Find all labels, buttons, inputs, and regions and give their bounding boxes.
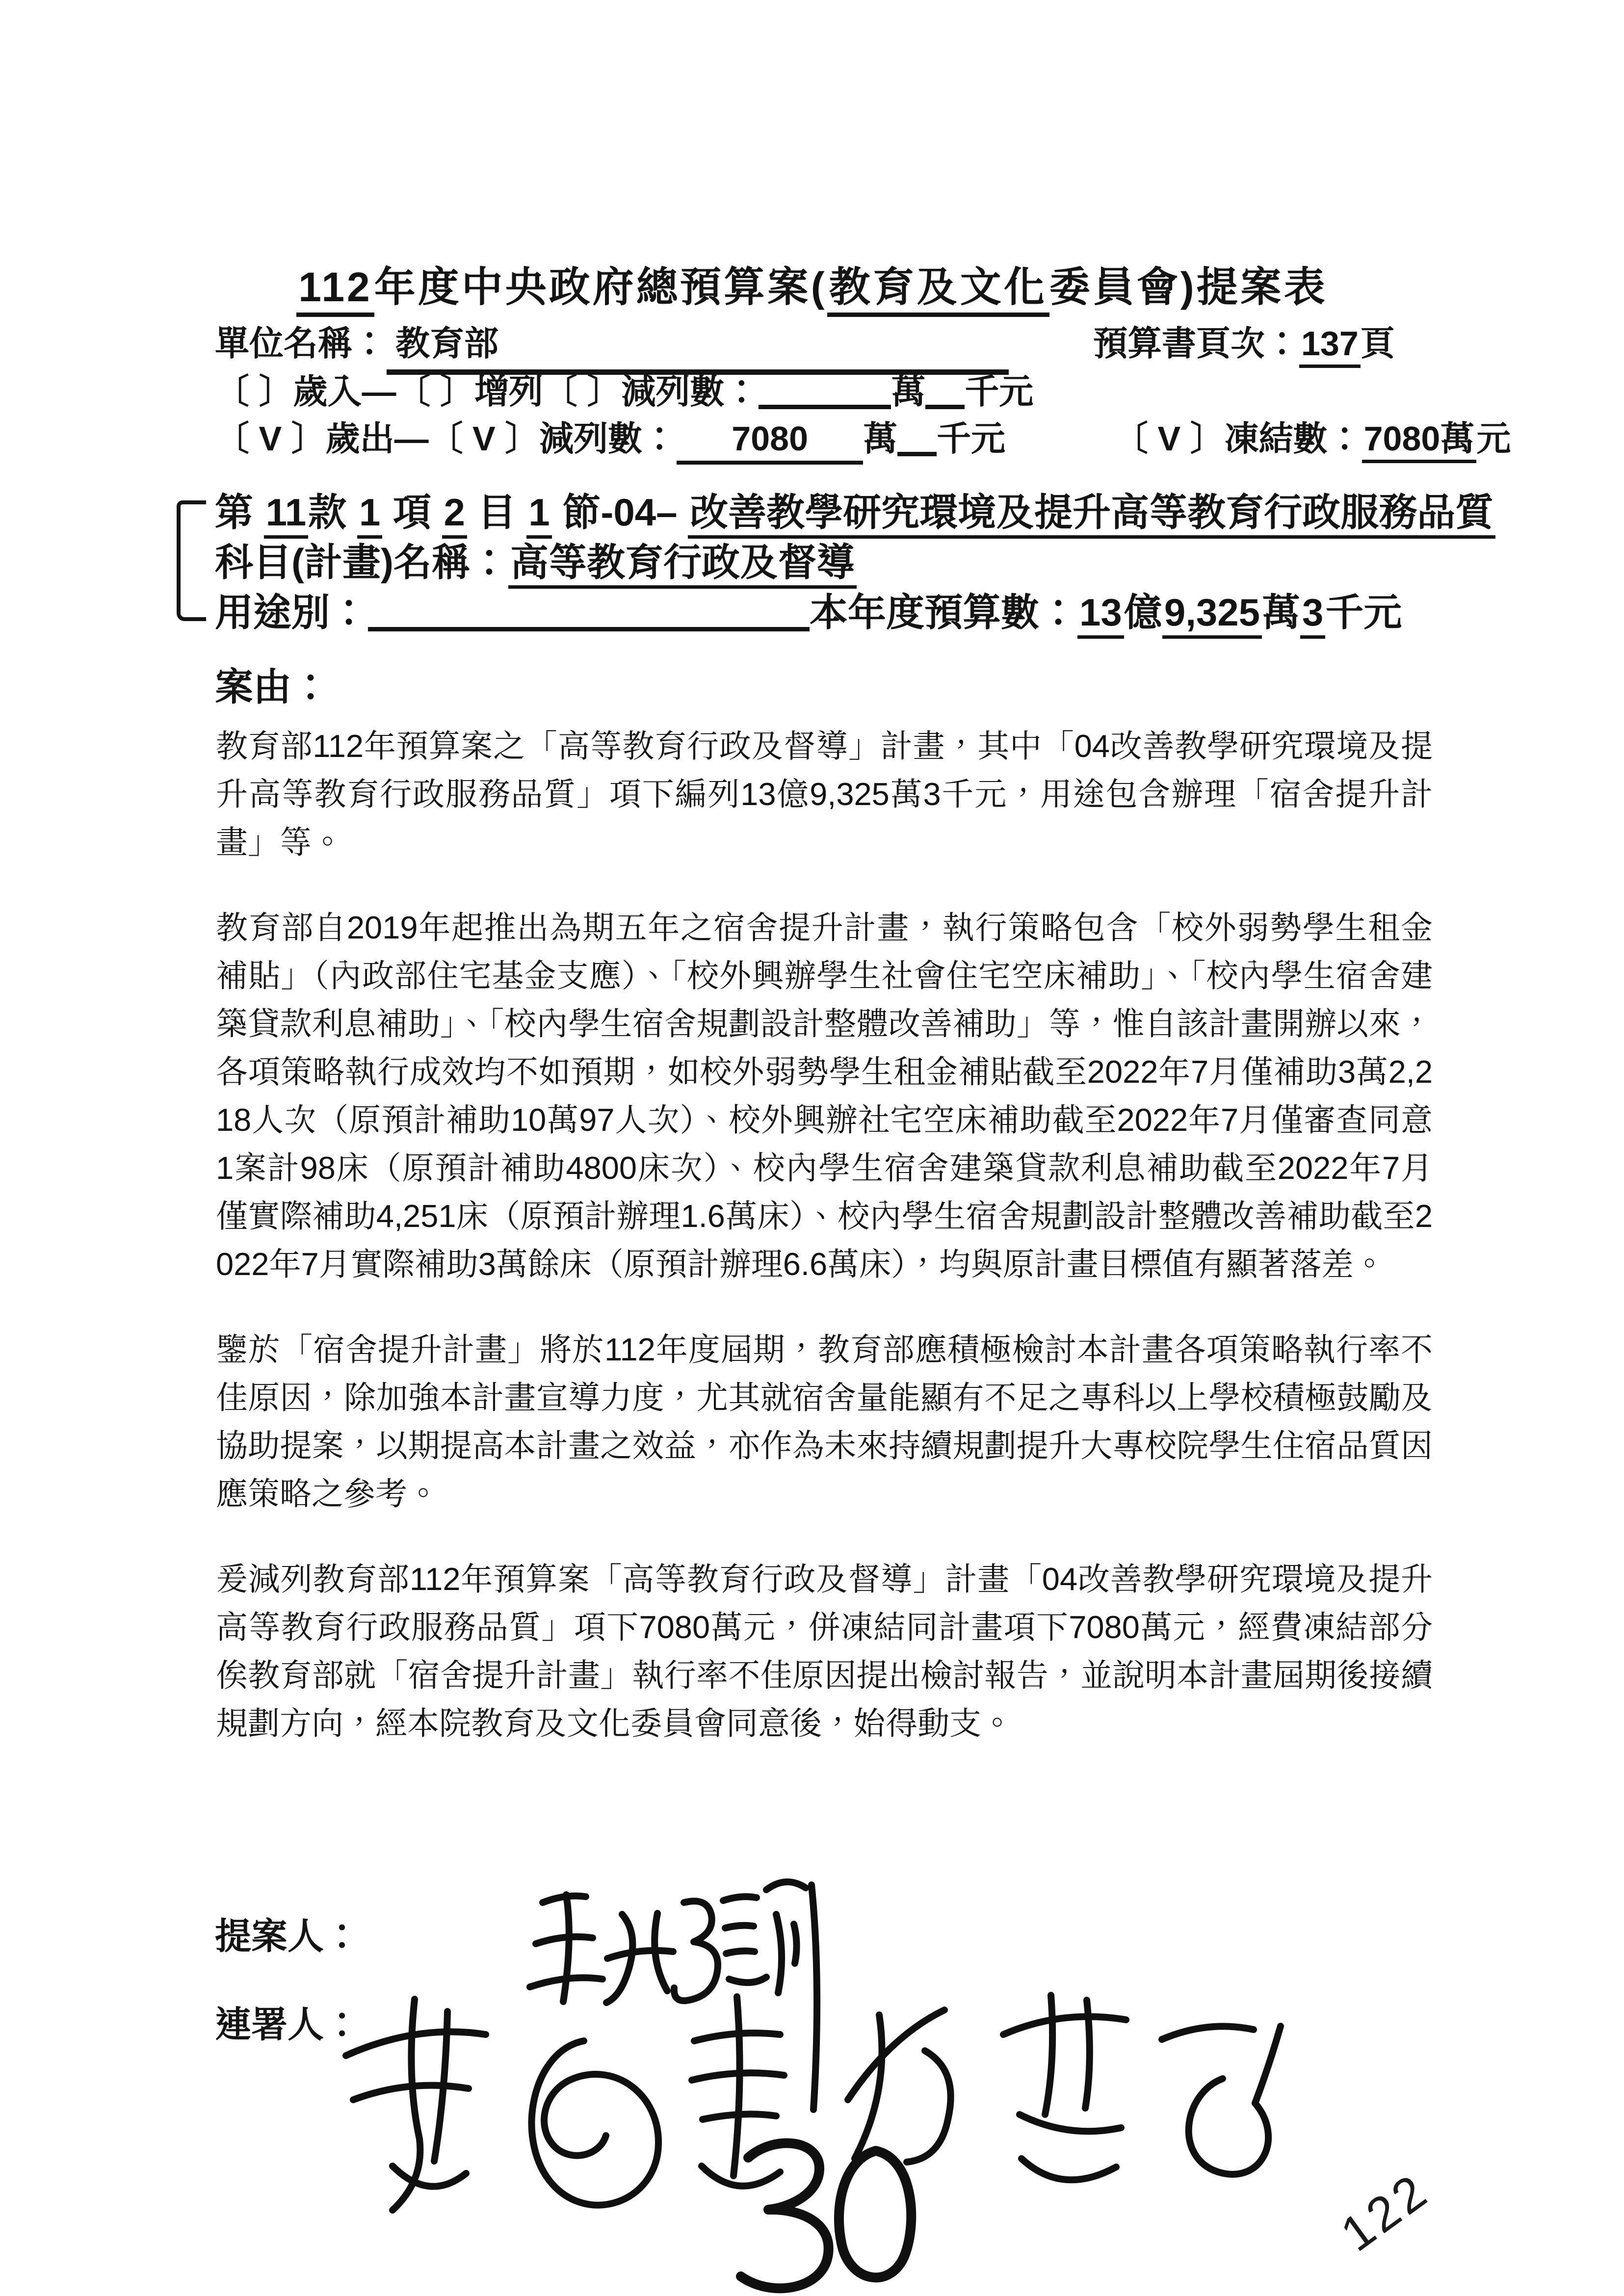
subject-jie-number: 1 bbox=[526, 493, 551, 539]
case-heading: 案由： bbox=[215, 665, 330, 708]
handwritten-number-30 bbox=[702, 2119, 927, 2296]
cosigner-label: 連署人： bbox=[215, 2004, 360, 2045]
subject-mu-number: 2 bbox=[442, 493, 467, 539]
budget-page-label: 預算書頁次： bbox=[1093, 324, 1299, 363]
title-year-number: 112 bbox=[296, 265, 374, 317]
title-mid-text: 年度中央政府總預算案( bbox=[374, 264, 827, 311]
subject-xiang-number: 1 bbox=[357, 493, 382, 539]
revenue-amount-blank bbox=[759, 376, 891, 410]
freeze-suffix: 元 bbox=[1476, 419, 1511, 458]
freeze-group bbox=[1114, 411, 1511, 463]
unit-name-label: 單位名稱： bbox=[215, 324, 387, 363]
category-label: 科目(計畫)名稱： bbox=[215, 540, 508, 584]
subject-seg-3: 項 bbox=[382, 491, 442, 534]
handwritten-page-number: 122 bbox=[1331, 2162, 1440, 2262]
budget-page-number: 137 bbox=[1299, 326, 1361, 368]
paragraph-1: 教育部112年預算案之「高等教育行政及督導」計畫，其中「04改善教學研究環境及提升高等教育行政服務品質」項下編列13億9,325萬3千元，用途包含辦理「宿舍提升計畫」等。 bbox=[216, 728, 1433, 860]
budget-unit-yi: 億 bbox=[1124, 590, 1162, 634]
budget-page-suffix: 頁 bbox=[1360, 324, 1395, 363]
revenue-qian-blank bbox=[925, 376, 965, 410]
budget-page-group bbox=[1093, 316, 1395, 368]
subject-line-usage bbox=[215, 589, 1540, 639]
title-committee-name: 教育及文化 bbox=[827, 265, 1049, 317]
revenue-row-text: 〔 〕歲入—〔 〕增列〔 〕減列數： bbox=[215, 372, 759, 411]
budget-amount-wan-number: 9,325 bbox=[1162, 593, 1262, 639]
page-title bbox=[0, 254, 1624, 317]
subject-line-classification bbox=[215, 489, 1540, 539]
unit-name-value: 教育部 bbox=[387, 316, 1009, 375]
usage-label: 用途別： bbox=[215, 590, 368, 634]
left-bracket-mark bbox=[177, 500, 206, 621]
usage-blank bbox=[368, 594, 810, 631]
budget-amount-qian-number: 3 bbox=[1300, 593, 1325, 639]
subject-seg-5: 節-04– bbox=[551, 491, 688, 534]
paragraph-4: 爰減列教育部112年預算案「高等教育行政及督導」計畫「04改善教學研究環境及提升高等教育行政服務品質」項下7080萬元，併凍結同計畫項下7080萬元，經費凍結部分俟教育部就「宿舍提升計畫」執行率不佳原因提出檢討報告，並說明本計畫屆期後接續規劃方向，經本院教育及文化委員會同意後，始得動支。 bbox=[216, 1561, 1433, 1741]
freeze-label: 〔 V 〕凍結數： bbox=[1114, 419, 1362, 458]
expenditure-cut-amount: 7080 bbox=[677, 419, 863, 465]
budget-subject-block bbox=[215, 489, 1540, 639]
subject-item-name: 改善教學研究環境及提升高等教育行政服務品質 bbox=[688, 493, 1495, 539]
subject-seg-2: 款 bbox=[308, 491, 357, 534]
case-body bbox=[216, 722, 1433, 1785]
paragraph-3: 鑒於「宿舍提升計畫」將於112年度屆期，教育部應積極檢討本計畫各項策略執行率不佳原因，除加強本計畫宣導力度，尤其就宿舍量能顯有不足之專科以上學校積極鼓勵及協助提案，以期提高本計畫之效益，亦作為未來持續規劃提升大專校院學生住宿品質因應策略之參考。 bbox=[216, 1331, 1433, 1512]
subject-line-category bbox=[215, 539, 1540, 589]
revenue-checkbox-row bbox=[215, 364, 1033, 414]
title-tail-text: 委員會)提案表 bbox=[1049, 264, 1328, 311]
expenditure-unit-qian: 千元 bbox=[937, 419, 1006, 458]
subject-kuan-number: 11 bbox=[264, 493, 308, 539]
budget-unit-wan: 萬 bbox=[1262, 590, 1301, 634]
budget-amount-yi-number: 13 bbox=[1077, 593, 1124, 639]
expenditure-checkbox-row bbox=[215, 411, 1624, 465]
expenditure-qian-blank bbox=[897, 423, 937, 457]
subject-seg-4: 目 bbox=[467, 491, 527, 534]
revenue-unit-wan: 萬 bbox=[891, 372, 926, 411]
category-value: 高等教育行政及督導 bbox=[508, 543, 857, 589]
expenditure-row-text: 〔 V 〕歲出—〔 V 〕減列數： bbox=[215, 419, 677, 458]
revenue-unit-qian: 千元 bbox=[965, 372, 1034, 411]
budget-unit-qianyuan: 千元 bbox=[1325, 590, 1402, 634]
paragraph-2: 教育部自2019年起推出為期五年之宿舍提升計畫，執行策略包含「校外弱勢學生租金補貼」（內政部住宅基金支應）、「校外興辦學生社會住宅空床補助」、「校內學生宿舍建築貸款利息補助」、「校內學生宿舍規劃設計整體改善補助」等，惟自該計畫開辦以來，各項策略執行成效均不如預期，如校外弱勢學生租金補貼截至2022年7月僅補助3萬2,218人次（原預計補助10萬97人次）、校外興辦社宅空床補助截至2022年7月僅審查同意1案計98床（原預計補助4800床次）、校內學生宿舍建築貸款利息補助截至2022年7月僅實際補助4,251床（原預計辦理1.6萬床）、校內學生宿舍規劃設計整體改善補助截至2022年7月實際補助3萬餘床（原預計辦理6.6萬床），均與原計畫目標值有顯著落差。 bbox=[216, 910, 1433, 1282]
proposer-label: 提案人： bbox=[215, 1916, 360, 1957]
annual-budget-label: 本年度預算數： bbox=[810, 590, 1078, 634]
expenditure-unit-wan: 萬 bbox=[863, 419, 898, 458]
subject-seg-1: 第 bbox=[215, 491, 264, 534]
freeze-amount: 7080萬 bbox=[1362, 421, 1477, 463]
